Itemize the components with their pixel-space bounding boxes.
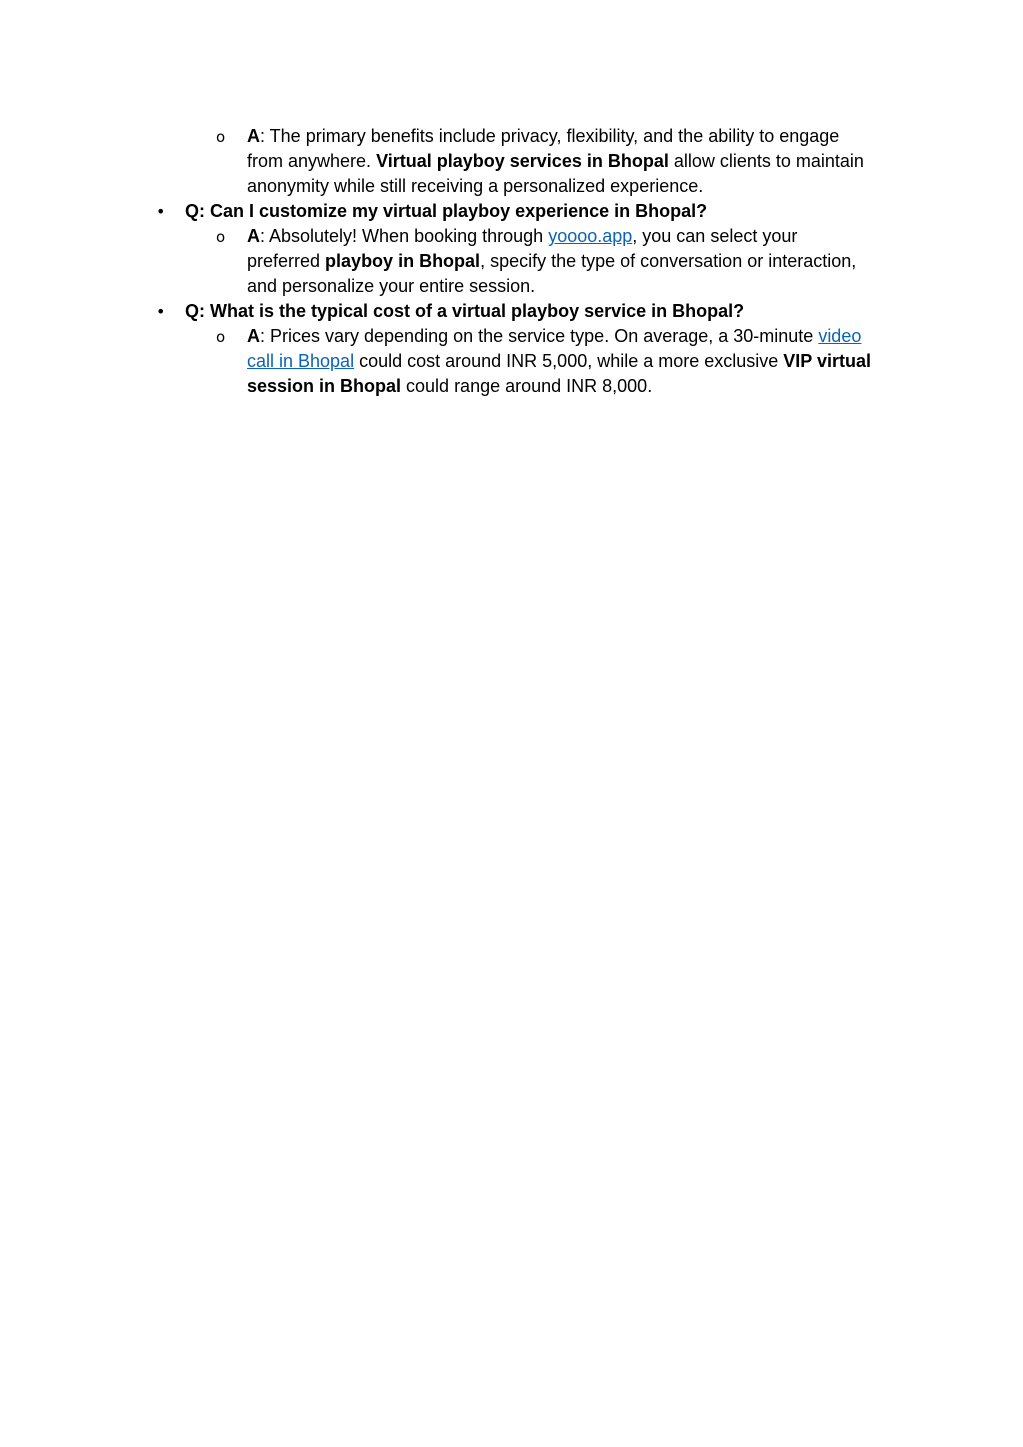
answer-label: A: [247, 226, 260, 246]
answer-label: A: [247, 126, 260, 146]
sub-bullet-marker: o: [216, 228, 226, 246]
answer-text: : Absolutely! When booking through: [260, 226, 549, 246]
answer-line: [0, 274, 1023, 299]
bullet-marker: •: [156, 202, 166, 221]
question-text: Q: What is the typical cost of a virtual playboy service in Bhopal?: [185, 301, 745, 321]
answer-text: : Prices vary depending on the service type. On average, a 30-minute: [260, 326, 819, 346]
question-line: [0, 299, 1023, 324]
sub-bullet-marker: o: [216, 328, 226, 346]
answer-text: could range around INR 8,000.: [401, 376, 653, 396]
bullet-marker: •: [156, 302, 166, 321]
answer-line: [0, 224, 1023, 249]
answer-label: A: [247, 326, 260, 346]
answer-text: preferred: [247, 251, 326, 271]
answer-line: [0, 324, 1023, 349]
answer-line: [0, 249, 1023, 274]
answer-line: [0, 374, 1023, 399]
answer-line: [0, 149, 1023, 174]
question-text: Q: Can I customize my virtual playboy experience in Bhopal?: [185, 201, 708, 221]
video-call-link[interactable]: call in Bhopal: [247, 351, 355, 371]
answer-text: : The primary benefits include privacy, flexibility, and the ability to engage: [260, 126, 840, 146]
video-call-link[interactable]: video: [818, 326, 862, 346]
answer-text: could cost around INR 5,000, while a more exclusive: [354, 351, 784, 371]
answer-bold-text: Virtual playboy services in Bhopal: [376, 151, 669, 171]
answer-text: , specify the type of conversation or interaction,: [480, 251, 857, 271]
answer-text: anonymity while still receiving a personalized experience.: [247, 176, 704, 196]
answer-text: , you can select your: [632, 226, 798, 246]
question-line: [0, 199, 1023, 224]
answer-bold-text: session in Bhopal: [247, 376, 402, 396]
answer-bold-text: playboy in Bhopal: [325, 251, 481, 271]
answer-text: and personalize your entire session.: [247, 276, 536, 296]
answer-line: [0, 174, 1023, 199]
answer-line: [0, 124, 1023, 149]
answer-line: [0, 349, 1023, 374]
yoooo-app-link[interactable]: yoooo.app: [548, 226, 633, 246]
sub-bullet-marker: o: [216, 128, 226, 146]
answer-bold-text: VIP virtual: [783, 351, 872, 371]
answer-text: allow clients to maintain: [668, 151, 864, 171]
answer-text: from anywhere.: [247, 151, 377, 171]
faq-list: [0, 124, 1023, 399]
